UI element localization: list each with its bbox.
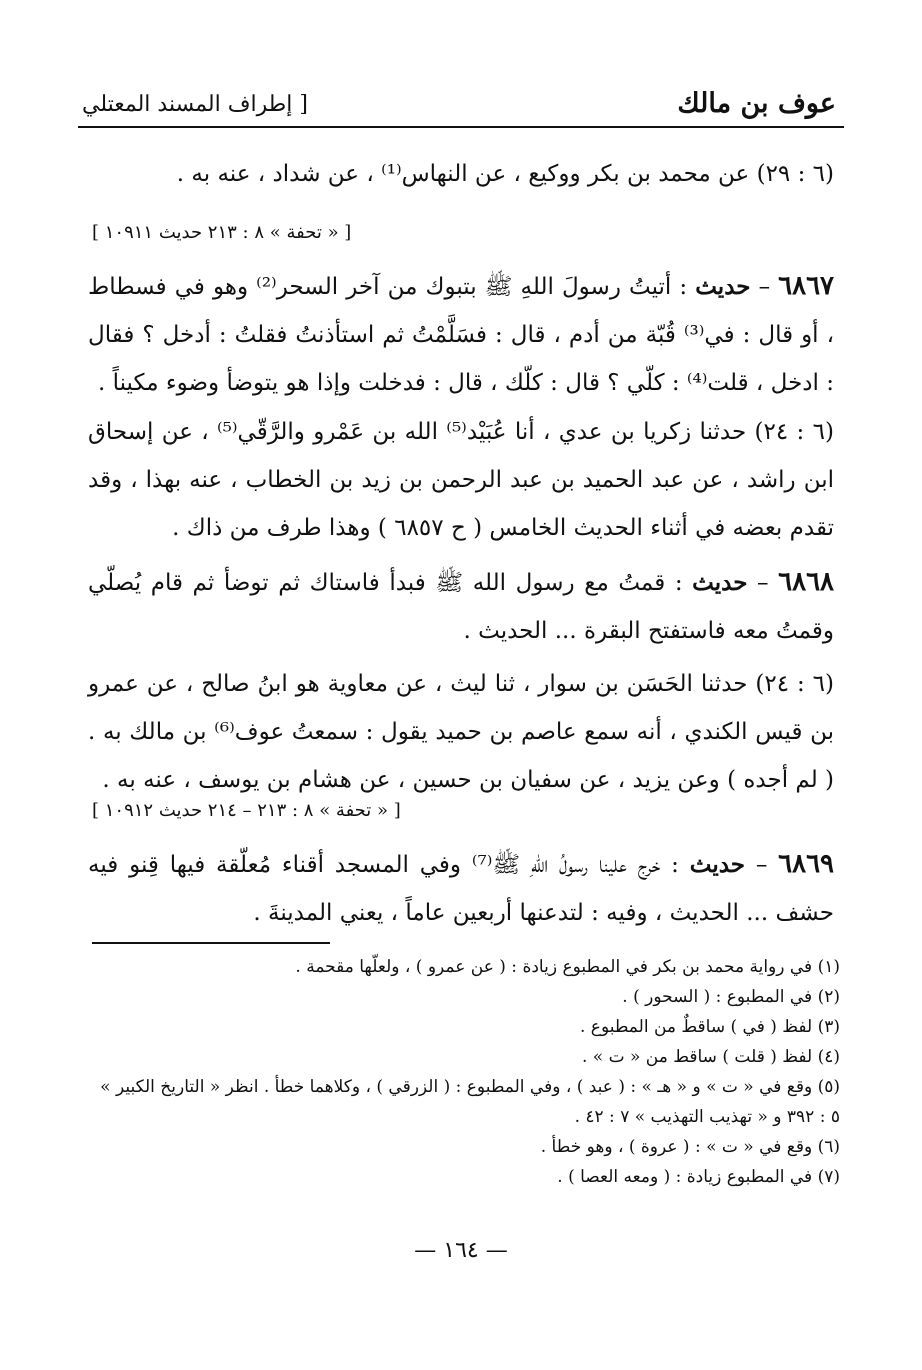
chain-paragraph-2: (٦ : ٢٤) حدثنا زكريا بن عدي ، أنا عُبَيْد⁽⁵⁾ الله بن عَمْرو والرَّقّي⁽⁵⁾ ، عن إسحاق ابن راشد ، عن عبد الحميد بن عبد الرحمن بن زيد بن الخطاب ، عنه بهذا ، وقد تقدم بعضه في أثناء الحديث الخامس ( ح ٦٨٥٧ ) وهذا طرف من ذاك . — [88, 419, 834, 541]
footnote-6: (٦) وقع في « ت » : ( عروة ) ، وهو خطأ . — [540, 1137, 840, 1157]
footnotes — [88, 952, 840, 1192]
hadith-number: ٦٨٦٨ — [778, 567, 834, 597]
header-title: عوف بن مالك — [677, 88, 836, 119]
hadith-text: : قمتُ مع رسول الله ﷺ فبدأ فاستاك ثم توضأ ثم قام يُصلّي وقمتُ معه فاستفتح البقرة ... الحديث . — [88, 570, 834, 644]
footnote-2: (٢) في المطبوع : ( السحور ) . — [622, 987, 840, 1007]
footnote-separator — [92, 942, 330, 944]
page-number: — ١٦٤ — — [414, 1238, 508, 1263]
footnote-5: (٥) وقع في « ت » و « هـ » : ( عبد ) ، وفي المطبوع : ( الزرقي ) ، وكلاهما خطأ . انظر « التاريخ الكبير » ٥ : ٣٩٢ و « تهذيب التهذيب » ٧ : ٤٢ . — [100, 1077, 840, 1127]
hadith-text: : خرج علينا رسولُ اللهِ ﷺ⁽⁷⁾ وفي المسجد أقناء مُعلّقة فيها قِنو فيه حشف ... الحديث ، وفيه : لتدعنها أربعين عاماً ، يعني المدينةَ . — [88, 852, 834, 926]
hadith-number: ٦٨٦٩ — [778, 849, 834, 879]
chain-paragraph-1: (٦ : ٢٩) عن محمد بن بكر ووكيع ، عن النهاس⁽¹⁾ ، عن شداد ، عنه به . — [176, 161, 834, 187]
hadith-number: ٦٨٦٧ — [778, 271, 835, 301]
hadith-6868: ٦٨٦٨ – حديث : قمتُ مع رسول الله ﷺ فبدأ فاستاك ثم توضأ ثم قام يُصلّي وقمتُ معه فاستفتح البقرة ... الحديث . — [88, 567, 834, 644]
hadith-keyword: حديث — [695, 273, 751, 300]
footnote-3: (٣) لفظ ( في ) ساقطٌ من المطبوع . — [580, 1017, 840, 1037]
tuhfa-reference-1: [ « تحفة » ٨ : ٢١٣ حديث ١٠٩١١ ] — [92, 222, 352, 243]
footnote-7: (٧) في المطبوع زيادة : ( ومعه العصا ) . — [557, 1167, 840, 1187]
hadith-6867: ٦٨٦٧ – حديث : أتيتُ رسولَ اللهِ ﷺ بتبوك من آخر السحر⁽²⁾ وهو في فسطاط ، أو قال : في⁽³⁾ قُبّة من أدم ، قال : فسَلَّمْتُ ثم استأذنتُ فقلتُ : أدخل ؟ فقال : ادخل ، قلت⁽⁴⁾ : كلّي ؟ قال : كلّك ، قال : فدخلت وإذا هو يتوضأ وضوء مكيناً . — [88, 271, 835, 396]
hadith-keyword: حديث — [689, 851, 746, 878]
chain-paragraph-3: (٦ : ٢٤) حدثنا الحَسَن بن سوار ، ثنا ليث ، عن معاوية هو ابنُ صالح ، عن عمرو بن قيس الكندي ، أنه سمع عاصم بن حميد يقول : سمعتُ عوف⁽⁶⁾ بن مالك به . ( لم أجده ) وعن يزيد ، عن سفيان بن حسين ، عن هشام بن يوسف ، عنه به . — [88, 671, 835, 793]
footnote-1: (١) في رواية محمد بن بكر في المطبوع زيادة : ( عن عمرو ) ، ولعلّها مقحمة . — [295, 957, 840, 977]
tuhfa-reference-2: [ « تحفة » ٨ : ٢١٣ – ٢١٤ حديث ١٠٩١٢ ] — [92, 800, 401, 821]
running-header — [78, 82, 844, 128]
header-book-title: [ إطراف المسند المعتلي — [82, 92, 308, 117]
footnote-4: (٤) لفظ ( قلت ) ساقط من « ت » . — [581, 1047, 840, 1067]
hadith-keyword: حديث — [692, 569, 748, 596]
hadith-text: : أتيتُ رسولَ اللهِ ﷺ بتبوك من آخر السحر⁽²⁾ وهو في فسطاط ، أو قال : في⁽³⁾ قُبّة من أدم ، قال : فسَلَّمْتُ ثم استأذنتُ فقلتُ : أدخل ؟ فقال : ادخل ، قلت⁽⁴⁾ : كلّي ؟ قال : كلّك ، قال : فدخلت وإذا هو يتوضأ وضوء مكيناً . — [88, 274, 834, 396]
hadith-6869: ٦٨٦٩ – حديث : خرج علينا رسولُ اللهِ ﷺ⁽⁷⁾ وفي المسجد أقناء مُعلّقة فيها قِنو فيه حشف ... الحديث ، وفيه : لتدعنها أربعين عاماً ، يعني المدينةَ . — [88, 849, 834, 926]
